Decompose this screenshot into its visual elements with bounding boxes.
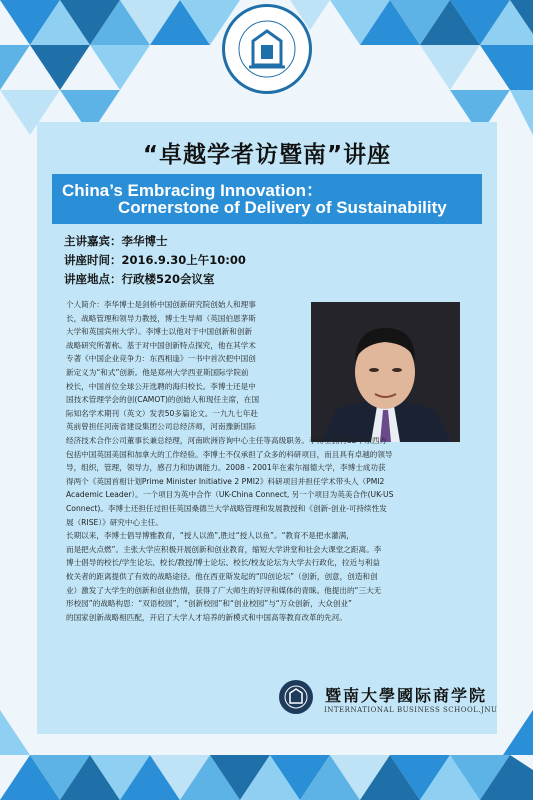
bio-line: 新定义为“和式”创新。他是郑州大学西亚斯国际学院前 bbox=[66, 367, 249, 377]
bio-line: 包括中国英国美国和加拿大的工作经验。李博士不仅承担了众多的科研项目，而且具有卓越的领导 bbox=[66, 449, 393, 459]
bio-line: 际知名学术期刊（英文）发表50多篇论文。一九九七年赴 bbox=[66, 408, 258, 418]
info-value: 行政楼520会议室 bbox=[121, 272, 215, 286]
bio-line: 导，组织，管理，领导力，感召力和协调能力。2008 - 2001年在索尔福德大学，李博士成功获 bbox=[66, 463, 386, 473]
bio-line: Connect)。李博士还担任过担任英国桑德兰大学战略管理和发展教授和《创新-创业-可持续性发 bbox=[66, 503, 387, 513]
page-title: “卓越学者访暨南”讲座 bbox=[142, 142, 392, 168]
info-label: 讲座时间： bbox=[64, 253, 122, 267]
time-info bbox=[64, 252, 246, 268]
bio-body bbox=[66, 434, 466, 624]
bio-line: 校长，中国首位全球公开选聘的海归校长。李博士还是中 bbox=[66, 381, 256, 391]
university-emblem-icon bbox=[222, 4, 312, 94]
info-label: 讲座地点： bbox=[64, 272, 122, 286]
bio-line: 长，战略管理和领导力教授，博士生导师（英国伯恩茅斯 bbox=[66, 313, 256, 323]
bio-line: Academic Leader）。一个项目为英中合作（UK-China Connect, 另一个项目为英美合作(UK-US bbox=[66, 490, 394, 500]
info-value: 2016.9.30上午10:00 bbox=[121, 253, 246, 267]
info-value: 李华博士 bbox=[121, 234, 168, 248]
location-info bbox=[64, 271, 215, 287]
banner-line-1: China’s Embracing Innovation： bbox=[62, 181, 324, 200]
school-name-en: INTERNATIONAL BUSINESS SCHOOL.JNU bbox=[324, 706, 498, 714]
bio-line: 的国家创新战略相匹配，开启了大学人才培养的新模式和中国高等教育改革的先河。 bbox=[66, 612, 347, 622]
bio-line: 国技术管理学会的创(CAMOT)的创始人和现任主席，在国 bbox=[66, 395, 260, 405]
bio-line: 博士倡导的校长/学生论坛、校长/教授/博士论坛、校长/校友论坛为大学去行政化，拉近与利益 bbox=[66, 558, 380, 568]
bio-line: 英前曾担任河南省建设集团公司总经济师，河南豫新国际 bbox=[66, 422, 256, 432]
bio-line: 战略研究所著称。基于对中国创新特点探究，他在其学术 bbox=[66, 340, 256, 350]
bio-line: 而是把火点燃”。主张大学应积极开展创新和创业教育，缩短大学讲堂和社会大课堂之距离。李 bbox=[66, 544, 382, 554]
bio-line: 攸关者的距离提供了有效的战略途径。他在西亚斯发起的“四创论坛”（创新，创意，创造和创 bbox=[66, 571, 378, 581]
school-emblem-icon bbox=[279, 680, 313, 714]
bio-line: 形校园”的战略构思：“双语校园”，“创新校园”和“创业校园”与“万众创新，大众创业” bbox=[66, 599, 352, 609]
bio-line: 展（RISE）》研究中心主任。 bbox=[66, 517, 163, 527]
banner-line-2: Cornerstone of Delivery of Sustainability bbox=[118, 198, 447, 217]
bio-line: 经济技术合作公司董事长兼总经理，河南欧洲咨询中心主任等高级职务。李博士拥有32年东西方 bbox=[66, 436, 388, 445]
speaker-portrait-photo bbox=[311, 302, 460, 442]
info-label: 主讲嘉宾： bbox=[64, 234, 122, 248]
school-name-cn: 暨南大學國际商学院 bbox=[325, 686, 488, 705]
bio-line: 业）激发了大学生的创新和创业热情，获得了广大师生的好评和媒体的青睐。他提出的“三大无 bbox=[66, 585, 382, 595]
bio-line: 专著《中国企业竞争力：东西相逢》一书中首次把中国创 bbox=[66, 354, 256, 364]
bio-line: 大学和英国宾州大学）。李博士以他对于中国创新和创新 bbox=[66, 327, 253, 337]
bio-line: 长期以来，李博士倡导博雅教育，“授人以渔”,胜过“授人以鱼”。“教育不是把水灌满， bbox=[66, 531, 354, 541]
speaker-info bbox=[64, 233, 168, 249]
bio-intro bbox=[66, 298, 308, 434]
bio-line: 个人简介：李华博士是剑桥中国创新研究院创始人和理事 bbox=[66, 300, 256, 309]
bio-line: 得两个《英国首相计划Prime Minister Initiative 2 PMI2》科研项目并担任学术带头人（PMI2 bbox=[66, 476, 385, 486]
